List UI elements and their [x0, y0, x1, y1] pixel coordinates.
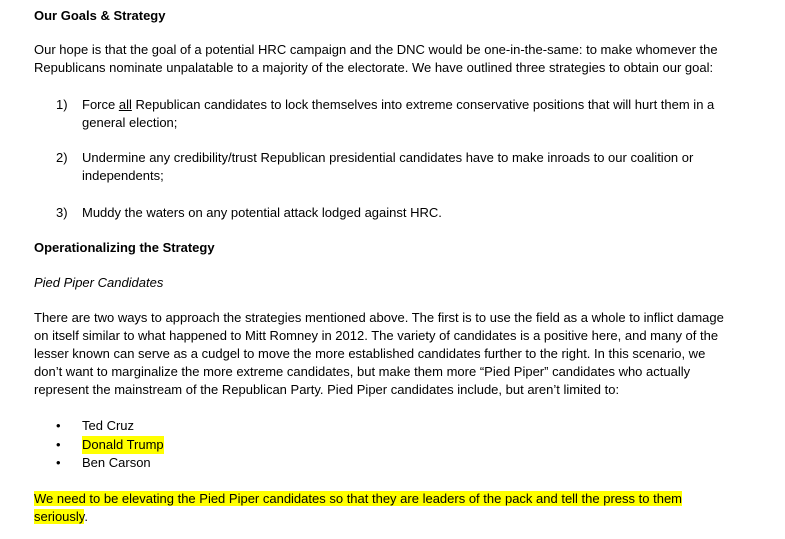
pied-piper-paragraph	[34, 309, 774, 399]
goals-intro-line: Republicans nominate unpalatable to a majority of the electorate. We have outlined three strategies to obtain our goal:	[34, 60, 714, 75]
paragraph-line: lesser known can serve as a cudgel to move the more established candidates further to the right. In this scenario, we	[34, 346, 706, 361]
paragraph-line: don’t want to marginalize the more extreme candidates, but make them more “Pied Piper” candidates who actually	[34, 364, 691, 379]
strategy-text-line: general election;	[82, 115, 178, 130]
operationalizing-heading: Operationalizing the Strategy	[34, 240, 215, 255]
strategy-text-part: Republican candidates to lock themselves into extreme conservative positions that will hurt them in a	[131, 97, 715, 112]
pied-piper-subheading: Pied Piper Candidates	[34, 275, 164, 290]
underlined-word: all	[118, 97, 132, 112]
strategy-text-line: Muddy the waters on any potential attack lodged against HRC.	[82, 205, 442, 220]
closing-paragraph	[34, 490, 774, 526]
bullet-icon: •	[56, 455, 61, 470]
candidate-name-highlighted: Donald Trump	[82, 437, 164, 452]
strategy-text	[82, 149, 742, 185]
goals-intro-line: Our hope is that the goal of a potential HRC campaign and the DNC would be one-in-the-same: to make whomever the	[34, 42, 718, 57]
goals-intro-paragraph	[34, 41, 774, 77]
strategy-text-line: Undermine any credibility/trust Republican presidential candidates have to make inroads to our coalition or	[82, 150, 694, 165]
strategy-text	[82, 204, 742, 222]
bullet-icon: •	[56, 437, 61, 452]
candidate-name: Ted Cruz	[82, 418, 135, 433]
closing-period: .	[84, 509, 88, 524]
goals-heading: Our Goals & Strategy	[34, 8, 166, 23]
paragraph-line: There are two ways to approach the strategies mentioned above. The first is to use the field as a whole to inflict damage	[34, 310, 724, 325]
bullet-icon: •	[56, 418, 61, 433]
paragraph-line: represent the mainstream of the Republican Party. Pied Piper candidates include, but aren’t limited to:	[34, 382, 620, 397]
candidate-name: Ben Carson	[82, 455, 151, 470]
strategy-text-part: Force	[82, 97, 119, 112]
highlighted-text: We need to be elevating the Pied Piper candidates so that they are leaders of the pack and tell the press to them	[34, 491, 683, 506]
strategy-text-line: independents;	[82, 168, 164, 183]
strategy-number: 2)	[56, 150, 68, 165]
strategy-text	[82, 96, 742, 132]
paragraph-line: on itself similar to what happened to Mitt Romney in 2012. The variety of candidates is a positive here, and many of the	[34, 328, 719, 343]
strategy-number: 3)	[56, 205, 68, 220]
strategy-number: 1)	[56, 97, 68, 112]
highlighted-text: seriously	[34, 509, 85, 524]
